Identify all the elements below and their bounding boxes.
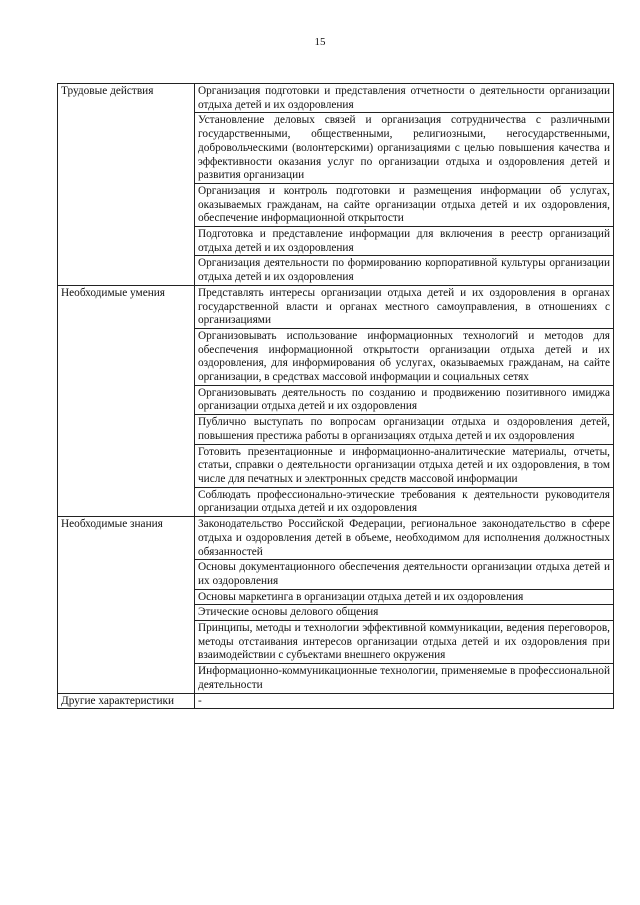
list-item: Этические основы делового общения: [195, 605, 614, 621]
list-item: Организовывать деятельность по созданию и продвижению позитивного имиджа организации отдыха детей и их оздоровления: [195, 385, 614, 414]
list-item: Подготовка и представление информации для включения в реестр организаций отдыха детей и их оздоровления: [195, 227, 614, 256]
section-label-required-skills: Необходимые умения: [58, 285, 195, 516]
list-item: Принципы, методы и технологии эффективной коммуникации, ведения переговоров, методы отстаивания интересов организации отдыха детей и их оздоровления при взаимодействии с субъектами внешнего окружения: [195, 621, 614, 664]
list-item: Организация и контроль подготовки и размещения информации об услугах, оказываемых гражданам, на сайте организации отдыха детей и их оздоровления, обеспечение информационной открытости: [195, 183, 614, 226]
section-label-other-characteristics: Другие характеристики: [58, 693, 195, 709]
table-row: [58, 693, 614, 709]
list-item: Организация деятельности по формированию корпоративной культуры организации отдыха детей и их оздоровления: [195, 256, 614, 285]
list-item: Установление деловых связей и организация сотрудничества с различными государственными, общественными, религиозными, негосударственными, добровольческими (волонтерскими) организациями с целью повышения качества и эффективности оказания услуг по организации отдыха и оздоровления детей и развития организации: [195, 113, 614, 184]
list-item: Готовить презентационные и информационно-аналитические материалы, отчеты, статьи, справки о деятельности организации отдыха детей и их оздоровления, в том числе для печатных и электронных средств массовой информации: [195, 444, 614, 487]
list-item: Организовывать использование информационных технологий и методов для обеспечения информационной открытости организации отдыха детей и их оздоровления, для информирования об услугах, оказываемых гражданам, на сайте организации, в средствах массовой информации и социальных сетях: [195, 328, 614, 385]
list-item: Законодательство Российской Федерации, региональное законодательство в сфере отдыха и оздоровления детей в объеме, необходимом для исполнения должностных обязанностей: [195, 517, 614, 560]
table-row: [58, 285, 614, 328]
section-label-labor-actions: Трудовые действия: [58, 84, 195, 286]
page-number: 15: [314, 36, 326, 48]
list-item: Основы маркетинга в организации отдыха детей и их оздоровления: [195, 589, 614, 605]
list-item: Информационно-коммуникационные технологии, применяемые в профессиональной деятельности: [195, 664, 614, 693]
table-row: [58, 84, 614, 113]
section-label-required-knowledge: Необходимые знания: [58, 517, 195, 693]
list-item: -: [195, 693, 614, 709]
table-row: [58, 517, 614, 560]
list-item: Соблюдать профессионально-этические требования к деятельности руководителя организации отдыха детей и их оздоровления: [195, 487, 614, 516]
list-item: Основы документационного обеспечения деятельности организации отдыха детей и их оздоровления: [195, 560, 614, 589]
list-item: Организация подготовки и представления отчетности о деятельности организации отдыха детей и их оздоровления: [195, 84, 614, 113]
labor-functions-table: [57, 83, 614, 709]
list-item: Публично выступать по вопросам организации отдыха и оздоровления детей, повышения престижа работы в организациях отдыха детей и их оздоровления: [195, 415, 614, 444]
list-item: Представлять интересы организации отдыха детей и их оздоровления в органах государственной власти и органах местного самоуправления, в отношениях с организациями: [195, 285, 614, 328]
